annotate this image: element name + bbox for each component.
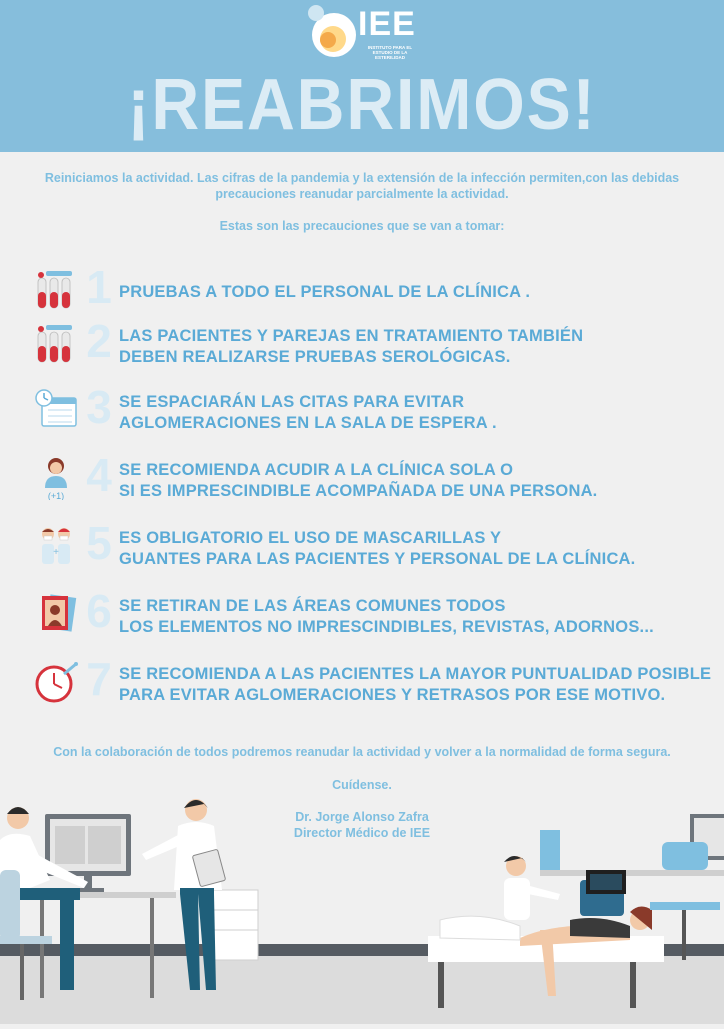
intro-text: Reiniciamos la actividad. Las cifras de la pandemia y la extensión de la infección permiten,con las debidas precauciones reanudar parcialmente la actividad. [44, 171, 680, 201]
test-tubes-icon [34, 322, 78, 366]
header-banner [0, 0, 724, 152]
logo-subtitle: INSTITUTO PARA EL ESTUDIO DE LA ESTERILIDAD [367, 45, 413, 60]
clinic-illustration [0, 770, 724, 1024]
precaution-item-3 [30, 382, 720, 432]
calendar-clock-icon [34, 388, 78, 432]
page-title: ¡REABRIMOS! [127, 65, 597, 145]
item-number: 6 [86, 585, 112, 637]
precaution-item-7 [30, 654, 720, 704]
item-number: 7 [86, 653, 112, 705]
closing-text: Con la colaboración de todos podremos reanudar la actividad y volver a la normalidad de forma segura. [53, 745, 671, 759]
item-line-1: ES OBLIGATORIO EL USO DE MASCARILLAS Y [119, 529, 502, 547]
item-text [119, 596, 654, 638]
item-line-1: SE RECOMIENDA A LAS PACIENTES LA MAYOR PUNTUALIDAD POSIBLE [119, 665, 712, 683]
item-number: 1 [86, 261, 112, 313]
item-text [119, 664, 711, 706]
item-line-2: GUANTES PARA LAS PACIENTES Y PERSONAL DE LA CLÍNICA. [119, 550, 636, 568]
precaution-item-5 [30, 518, 720, 568]
precaution-item-2 [30, 316, 720, 366]
item-number: 5 [86, 517, 112, 569]
signature-name: Dr. Jorge Alonso Zafra [295, 810, 429, 824]
item-line-2: DEBEN REALIZARSE PRUEBAS SEROLÓGICAS. [119, 348, 511, 366]
item-text [119, 282, 530, 303]
masked-people-icon [34, 524, 78, 568]
item-line-1: SE RECOMIENDA ACUDIR A LA CLÍNICA SOLA O [119, 461, 514, 479]
item-text [119, 392, 497, 434]
item-number: 3 [86, 381, 112, 433]
item-line-2: PARA EVITAR AGLOMERACIONES Y RETRASOS POR ESE MOTIVO. [119, 686, 666, 704]
precaution-item-6 [30, 586, 720, 636]
item-text [119, 460, 597, 502]
logo-mark-icon [306, 3, 362, 61]
item-number: 4 [86, 449, 112, 501]
precautions-heading: Estas son las precauciones que se van a tomar: [219, 219, 505, 233]
iee-logo [306, 3, 426, 61]
precaution-item-1 [30, 262, 720, 312]
signature-role: Director Médico de IEE [293, 826, 431, 840]
item-line-1: LAS PACIENTES Y PAREJAS EN TRATAMIENTO TAMBIÉN [119, 327, 584, 345]
plus-one-caption: (+1) [47, 491, 65, 500]
logo-name: IEE [358, 5, 416, 43]
farewell-text: Cuídense. [332, 778, 392, 792]
magazine-icon [34, 592, 78, 636]
woman-plus-one-icon [34, 456, 78, 500]
item-text [119, 326, 583, 368]
item-line-2: LOS ELEMENTOS NO IMPRESCINDIBLES, REVISTAS, ADORNOS... [119, 618, 654, 636]
item-text [119, 528, 635, 570]
item-line-1: PRUEBAS A TODO EL PERSONAL DE LA CLÍNICA . [119, 283, 531, 301]
item-number: 2 [86, 315, 112, 367]
precaution-item-4 [30, 450, 720, 500]
item-line-2: SI ES IMPRESCINDIBLE ACOMPAÑADA DE UNA PERSONA. [119, 482, 598, 500]
test-tubes-icon [34, 268, 78, 312]
item-line-1: SE RETIRAN DE LAS ÁREAS COMUNES TODOS [119, 597, 506, 615]
alarm-clock-icon [34, 660, 78, 704]
item-line-1: SE ESPACIARÁN LAS CITAS PARA EVITAR [119, 393, 465, 411]
item-line-2: AGLOMERACIONES EN LA SALA DE ESPERA . [119, 414, 497, 432]
svg-text:+: + [53, 547, 59, 558]
